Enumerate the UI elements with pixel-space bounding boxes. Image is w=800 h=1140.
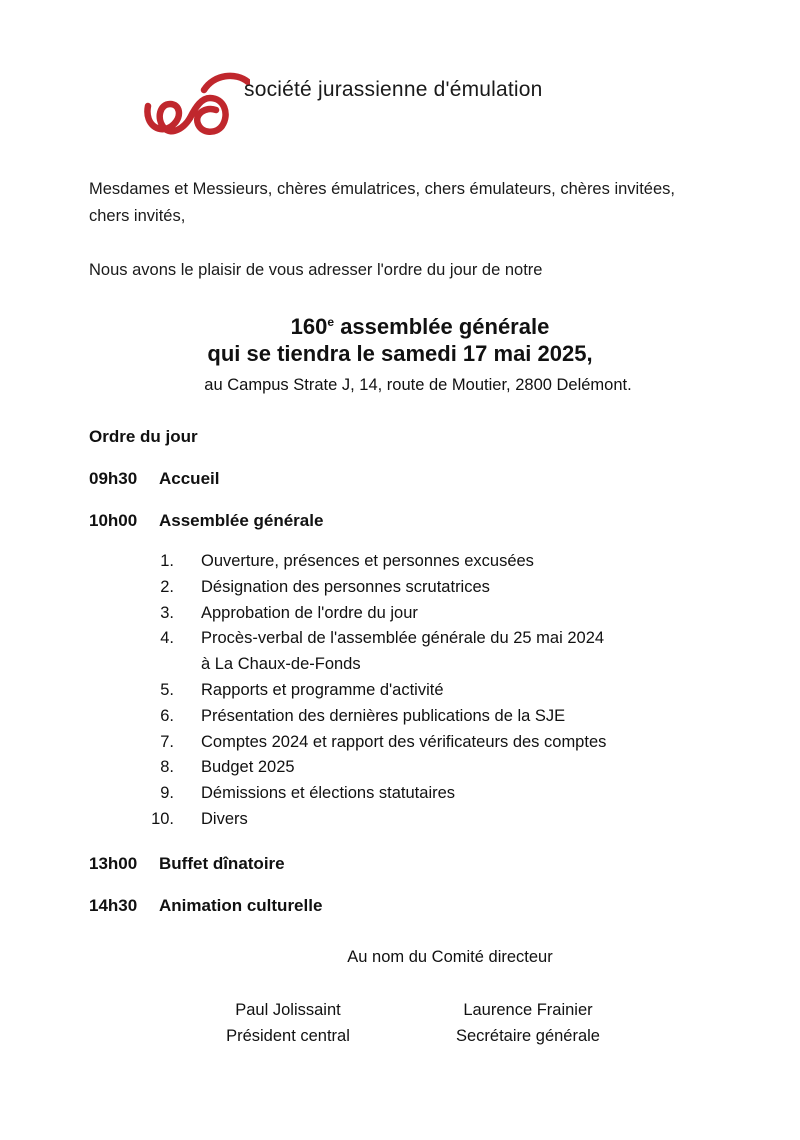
list-item [140, 678, 700, 704]
list-item [140, 704, 700, 730]
item-number: 8. [160, 758, 174, 777]
item-number: 1. [160, 552, 174, 570]
assembly-number: 160 [290, 314, 328, 339]
list-item [140, 601, 700, 627]
item-number: 7. [160, 732, 174, 751]
item-number: 5. [160, 680, 174, 699]
item-text: Présentation des dernières publications de la SJE [201, 706, 566, 725]
item-number: 9. [160, 784, 174, 803]
slot-label: Accueil [159, 469, 220, 488]
list-item [140, 575, 700, 601]
assembly-agenda-list [140, 549, 700, 833]
organization-name: société jurassienne d'émulation [244, 78, 543, 101]
slot-time: 09h30 [89, 469, 138, 488]
list-item [140, 730, 700, 756]
assembly-date: qui se tiendra le samedi 17 mai 2025, [207, 341, 593, 366]
agenda-slot [89, 508, 323, 534]
slot-label: Buffet dînatoire [159, 854, 285, 873]
item-text: Budget 2025 [201, 758, 295, 777]
list-item [140, 807, 700, 833]
assembly-venue: au Campus Strate J, 14, route de Moutier, 2800 Delémont. [204, 376, 632, 394]
assembly-ordinal: e [327, 315, 335, 329]
item-text-continued: à La Chaux-de-Fonds [201, 655, 361, 674]
item-number: 10. [151, 809, 174, 828]
item-number: 2. [160, 577, 174, 596]
agenda-slot [89, 851, 285, 877]
header-logo [140, 68, 620, 140]
signatory-name: Laurence Frainier [463, 1001, 593, 1019]
item-text: Démissions et élections statutaires [201, 784, 456, 803]
item-text: Approbation de l'ordre du jour [201, 603, 418, 622]
list-item [140, 755, 700, 781]
item-text: Ouverture, présences et personnes excusées [201, 552, 534, 570]
list-item [140, 626, 700, 678]
slot-time: 10h00 [89, 511, 138, 530]
signatory-role: Secrétaire générale [455, 1027, 600, 1045]
list-item [140, 781, 700, 807]
assembly-title: assemblée générale [334, 314, 550, 339]
item-text: Rapports et programme d'activité [201, 680, 444, 699]
letter-greeting: Mesdames et Messieurs, chères émulatrices, chers émulateurs, chères invitées, chers invités, [89, 180, 675, 225]
signatory-role: Président central [226, 1027, 350, 1045]
agenda-slot [89, 466, 219, 492]
signatory-left [188, 997, 388, 1049]
slot-time: 14h30 [89, 896, 138, 915]
slot-time: 13h00 [89, 854, 138, 873]
letter-intro: Nous avons le plaisir de vous adresser l'ordre du jour de notre [89, 261, 543, 279]
list-item [140, 549, 700, 575]
agenda-slot [89, 893, 322, 919]
signatory-name: Paul Jolissaint [235, 1001, 341, 1019]
closing-line: Au nom du Comité directeur [347, 948, 553, 966]
item-text: Comptes 2024 et rapport des vérificateurs des comptes [201, 732, 607, 751]
item-text: Divers [201, 809, 248, 828]
item-number: 4. [160, 629, 174, 648]
signatory-right [428, 997, 628, 1049]
assembly-heading [0, 307, 800, 342]
slot-label: Animation culturelle [159, 896, 323, 915]
agenda-title: Ordre du jour [89, 427, 198, 446]
item-text: Désignation des personnes scrutatrices [201, 577, 490, 596]
sje-logo-icon [140, 68, 250, 140]
item-number: 6. [160, 706, 174, 725]
item-number: 3. [160, 603, 174, 622]
item-text: Procès-verbal de l'assemblée générale du 25 mai 2024 [201, 629, 605, 648]
slot-label: Assemblée générale [159, 511, 324, 530]
